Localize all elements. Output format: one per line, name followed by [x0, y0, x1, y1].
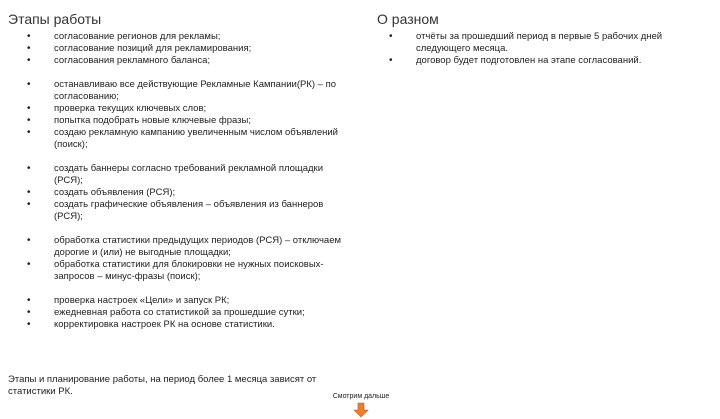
- see-more-label: Смотрим дальше: [332, 393, 390, 400]
- misc-item: • отчёты за прошедший период в первые 5 рабочих дней следующего месяца.: [416, 31, 701, 55]
- stage-item: • проверка настроек «Цели» и запуск РК;: [54, 295, 354, 307]
- stages-list: [54, 31, 354, 331]
- stage-item: • обработка статистики предыдущих периодов (РСЯ) – отключаем дорогие и (или) не выгодные площадки;: [54, 235, 354, 259]
- stage-item: • обработка статистики для блокировки не нужных поисковых-запросов – минус-фразы (поиск);: [54, 259, 354, 283]
- group-spacer: [54, 223, 354, 235]
- stage-item: • создать объявления (РСЯ);: [54, 187, 354, 199]
- stage-item: • создаю рекламную кампанию увеличенным числом объявлений (поиск);: [54, 127, 354, 151]
- stage-item: • создать графические объявления – объявления из баннеров (РСЯ);: [54, 199, 354, 223]
- stages-heading: Этапы работы: [8, 11, 102, 27]
- misc-list: [416, 31, 701, 67]
- stage-item: • останавливаю все действующие Рекламные Кампании(РК) – по согласованию;: [54, 79, 354, 103]
- group-spacer: [54, 67, 354, 79]
- misc-item: • договор будет подготовлен на этапе согласований.: [416, 55, 701, 67]
- planning-note: Этапы и планирование работы, на период более 1 месяца зависят от статистики РК.: [8, 374, 317, 397]
- group-spacer: [54, 283, 354, 295]
- stage-item: • ежедневная работа со статистикой за прошедшие сутки;: [54, 307, 354, 319]
- stage-item: • проверка текущих ключевых слов;: [54, 103, 354, 115]
- see-more-link[interactable]: [326, 392, 396, 418]
- arrow-down-icon[interactable]: [353, 402, 369, 418]
- stage-item: • согласование позиций для рекламирования;: [54, 43, 354, 55]
- stage-item: • согласования рекламного баланса;: [54, 55, 354, 67]
- misc-heading: О разном: [377, 11, 439, 27]
- stage-item: • согласование регионов для рекламы;: [54, 31, 354, 43]
- stage-item: • попытка подобрать новые ключевые фразы;: [54, 115, 354, 127]
- group-spacer: [54, 151, 354, 163]
- stage-item: • создать баннеры согласно требований рекламной площадки (РСЯ);: [54, 163, 354, 187]
- stage-item: • корректировка настроек РК на основе статистики.: [54, 319, 354, 331]
